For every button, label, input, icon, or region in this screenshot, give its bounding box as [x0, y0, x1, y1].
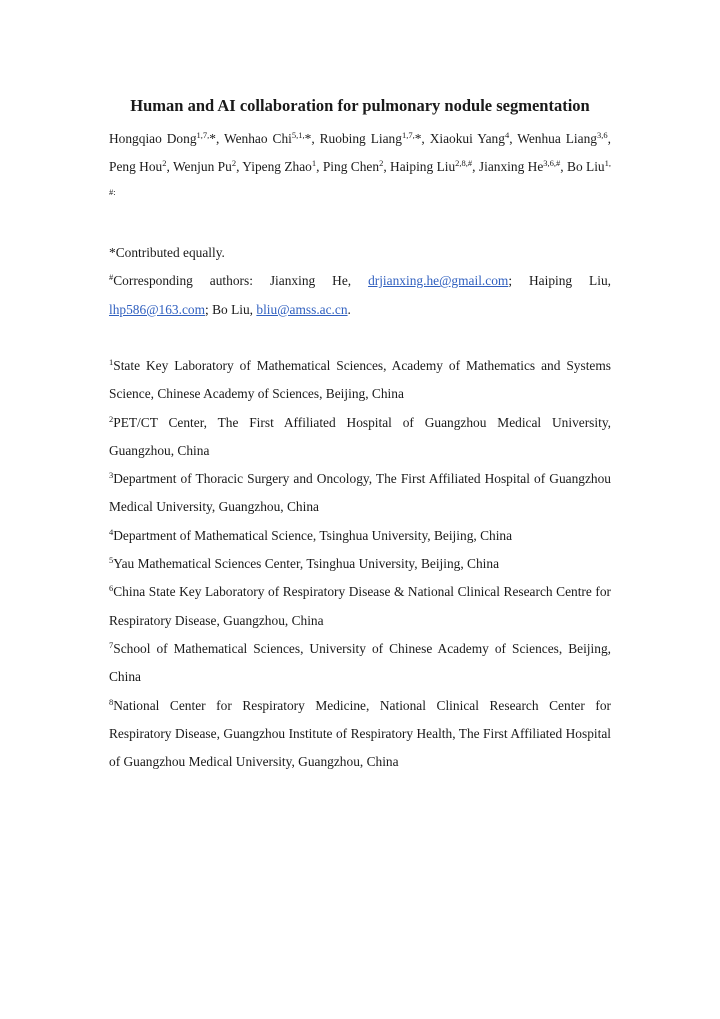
- affiliation-number: 6: [109, 583, 114, 594]
- author-affiliation-sup: 2: [162, 158, 167, 169]
- author-name: Jianxing He: [478, 159, 544, 175]
- affiliation-text: China State Key Laboratory of Respiratory Disease & National Clinical Research Centre for Respiratory Disease, Guangzhou, China: [109, 584, 611, 628]
- author-name: Wenhao Chi: [224, 131, 292, 146]
- contributed-note: *Contributed equally.: [109, 245, 225, 260]
- author-name: Wenjun Pu: [172, 159, 232, 175]
- author-list: [109, 125, 611, 210]
- email-link-haiping-liu[interactable]: lhp586@163.com: [109, 301, 206, 317]
- affiliation-item: [109, 465, 611, 522]
- affiliation-item: [109, 578, 611, 635]
- affiliation-number: 1: [109, 357, 114, 367]
- affiliation-item: [109, 352, 611, 409]
- author-affiliation-sup: 2: [379, 158, 384, 169]
- affiliation-number: 2: [109, 413, 114, 424]
- affiliation-text: National Center for Respiratory Medicine, National Clinical Research Center for Respiratory Disease, Guangzhou Institute of Respiratory Health, The First Affiliated Hospital of Guangzhou Medical University, Guangzhou, China: [109, 697, 611, 770]
- author-affiliation-sup: 4: [504, 130, 510, 140]
- author-affiliation-sup: 3,6,#: [543, 158, 561, 169]
- affiliation-number: 3: [109, 470, 114, 481]
- affiliation-text: State Key Laboratory of Mathematical Sciences, Academy of Mathematics and Systems Science, Chinese Academy of Sciences, Beijing, China: [109, 358, 611, 402]
- affiliation-text: Department of Mathematical Science, Tsinghua University, Beijing, China: [113, 527, 513, 543]
- author-affiliation-sup: 2,8,#: [455, 158, 473, 169]
- author-separator: ,: [383, 159, 391, 175]
- author-name: Xiaokui Yang: [429, 131, 505, 146]
- author-separator: ,: [421, 131, 430, 146]
- equal-contribution-mark: *: [414, 131, 422, 146]
- affiliation-item: [109, 409, 611, 466]
- author-separator: ,: [311, 131, 320, 146]
- author-name: Peng Hou: [109, 159, 163, 175]
- email-link-bo-liu[interactable]: bliu@amss.ac.cn: [256, 301, 348, 317]
- affiliation-item: [109, 522, 611, 550]
- author-name: Yipeng Zhao: [242, 159, 312, 175]
- author-separator: ,: [166, 159, 173, 175]
- email-link-jianxing-he[interactable]: drjianxing.he@gmail.com: [368, 273, 509, 289]
- author-name: Haiping Liu: [390, 159, 456, 175]
- corresponding-mark: #: [109, 272, 114, 283]
- affiliation-item: [109, 550, 611, 578]
- corresponding-note: [109, 267, 611, 324]
- author-affiliation-sup: 1,7,: [401, 130, 415, 140]
- author-affiliation-sup: 2: [231, 158, 237, 169]
- author-name: Ruobing Liang: [319, 131, 402, 146]
- author-name: Wenhua Liang: [517, 131, 597, 146]
- corresponding-sep-1: ; Haiping Liu,: [508, 273, 611, 289]
- author-separator: ,: [472, 159, 479, 175]
- corresponding-end: .: [347, 301, 351, 317]
- author-affiliation-sup: 1,7,: [196, 130, 210, 140]
- author-separator: ,: [316, 159, 323, 175]
- affiliation-list: [109, 352, 611, 776]
- author-name: Bo Liu: [567, 159, 605, 175]
- author-separator: ,: [236, 159, 243, 175]
- affiliation-text: PET/CT Center, The First Affiliated Hospital of Guangzhou Medical University, Guangzhou, China: [109, 414, 611, 458]
- author-notes: [109, 239, 611, 324]
- author-affiliation-sup: 1: [311, 158, 317, 169]
- equal-contribution-mark: *: [304, 131, 312, 146]
- corresponding-label: Corresponding authors: Jianxing He,: [113, 273, 369, 289]
- affiliation-text: Yau Mathematical Sciences Center, Tsinghua University, Beijing, China: [113, 556, 500, 572]
- affiliation-number: 5: [109, 555, 114, 566]
- affiliation-text: Department of Thoracic Surgery and Oncology, The First Affiliated Hospital of Guangzhou Medical University, Guangzhou, China: [109, 471, 611, 515]
- author-affiliation-sup: 1, #:: [109, 158, 611, 197]
- author-separator: ,: [560, 159, 568, 175]
- paper-title: Human and AI collaboration for pulmonary nodule segmentation: [130, 96, 590, 115]
- affiliation-text: School of Mathematical Sciences, University of Chinese Academy of Sciences, Beijing, China: [109, 640, 611, 685]
- author-affiliation-sup: 3,6: [597, 130, 608, 140]
- author-separator: ,: [215, 131, 225, 146]
- corresponding-sep-2: ; Bo Liu,: [205, 301, 257, 317]
- affiliation-number: 8: [109, 696, 114, 707]
- author-name: Hongqiao Dong: [109, 131, 197, 146]
- author-affiliation-sup: 5,1,: [291, 130, 305, 140]
- affiliation-number: 7: [109, 639, 114, 650]
- equal-contribution-mark: *: [209, 131, 216, 146]
- author-name: Ping Chen: [322, 159, 380, 175]
- affiliation-item: [109, 635, 611, 692]
- affiliation-item: [109, 692, 611, 777]
- author-separator: ,: [607, 131, 611, 146]
- author-line: [109, 125, 611, 210]
- affiliation-number: 4: [109, 526, 114, 537]
- author-separator: ,: [509, 131, 518, 146]
